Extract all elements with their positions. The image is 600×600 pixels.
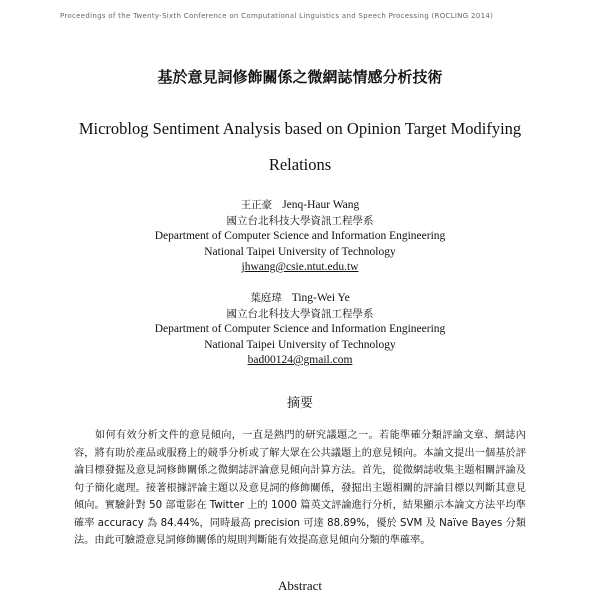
proceedings-header: Proceedings of the Twenty-Sixth Conference on Computational Linguistics and Speech Processing (ROCLING 2014) xyxy=(60,12,494,20)
author-affiliation-zh: 國立台北科技大學資訊工程學系 xyxy=(226,214,374,227)
author-name-row xyxy=(0,198,600,214)
abstract-heading-en: Abstract xyxy=(277,578,323,593)
author-name-en: Ting-Wei Ye xyxy=(291,292,350,304)
title-english-line-2: Relations xyxy=(268,155,332,174)
abstract-heading-zh: 摘要 xyxy=(286,396,313,411)
author-affiliation-zh: 國立台北科技大學資訊工程學系 xyxy=(226,307,374,320)
author-email-link[interactable]: jhwang@csie.ntut.edu.tw xyxy=(241,261,359,273)
abstract-body-zh: 如何有效分析文件的意見傾向，一直是熱門的研究議題之一。若能準確分類評論文章、網誌內容，將有助於產品或服務上的競爭分析或了解大眾在公共議題上的意見傾向。本論文提出一個基於評論目標發掘及意見詞修飾關係之微網誌評論意見傾向計算方法。首先，從微網誌收集主題相關評論及句子簡化處理。接著根據評論主題以及意見詞的修飾關係，發掘出主題相關的評論目標以判斷其意見傾向。實驗針對 50 部電影在 Twitter 上的 1000 篇英文評論進行分析，結果顯示本論文方法平均準確率 accuracy 為 84.44%，同時最高 precision 可達 88.89%，優於 SVM 及 Naïve Bayes 分類法。由此可驗證意見詞修飾關係的規則判斷能有效提高意見傾向分類的準確率。 xyxy=(74,430,526,546)
author-university: National Taipei University of Technology xyxy=(204,245,396,258)
author-name-en: Jenq-Haur Wang xyxy=(282,199,360,211)
author-email-link[interactable]: bad00124@gmail.com xyxy=(247,354,353,366)
author-name-zh: 王正豪 xyxy=(240,199,273,211)
author-block-1 xyxy=(0,198,600,276)
author-department: Department of Computer Science and Information Engineering xyxy=(154,230,446,242)
title-english xyxy=(0,111,600,183)
author-block-2 xyxy=(0,291,600,369)
author-department: Department of Computer Science and Information Engineering xyxy=(154,323,446,335)
author-name-row xyxy=(0,291,600,307)
author-name-zh: 葉庭瑋 xyxy=(250,292,282,304)
author-university: National Taipei University of Technology xyxy=(204,338,396,351)
title-chinese: 基於意見詞修飾關係之微網誌情感分析技術 xyxy=(157,68,443,86)
title-english-line-1: Microblog Sentiment Analysis based on Opinion Target Modifying xyxy=(78,119,522,138)
